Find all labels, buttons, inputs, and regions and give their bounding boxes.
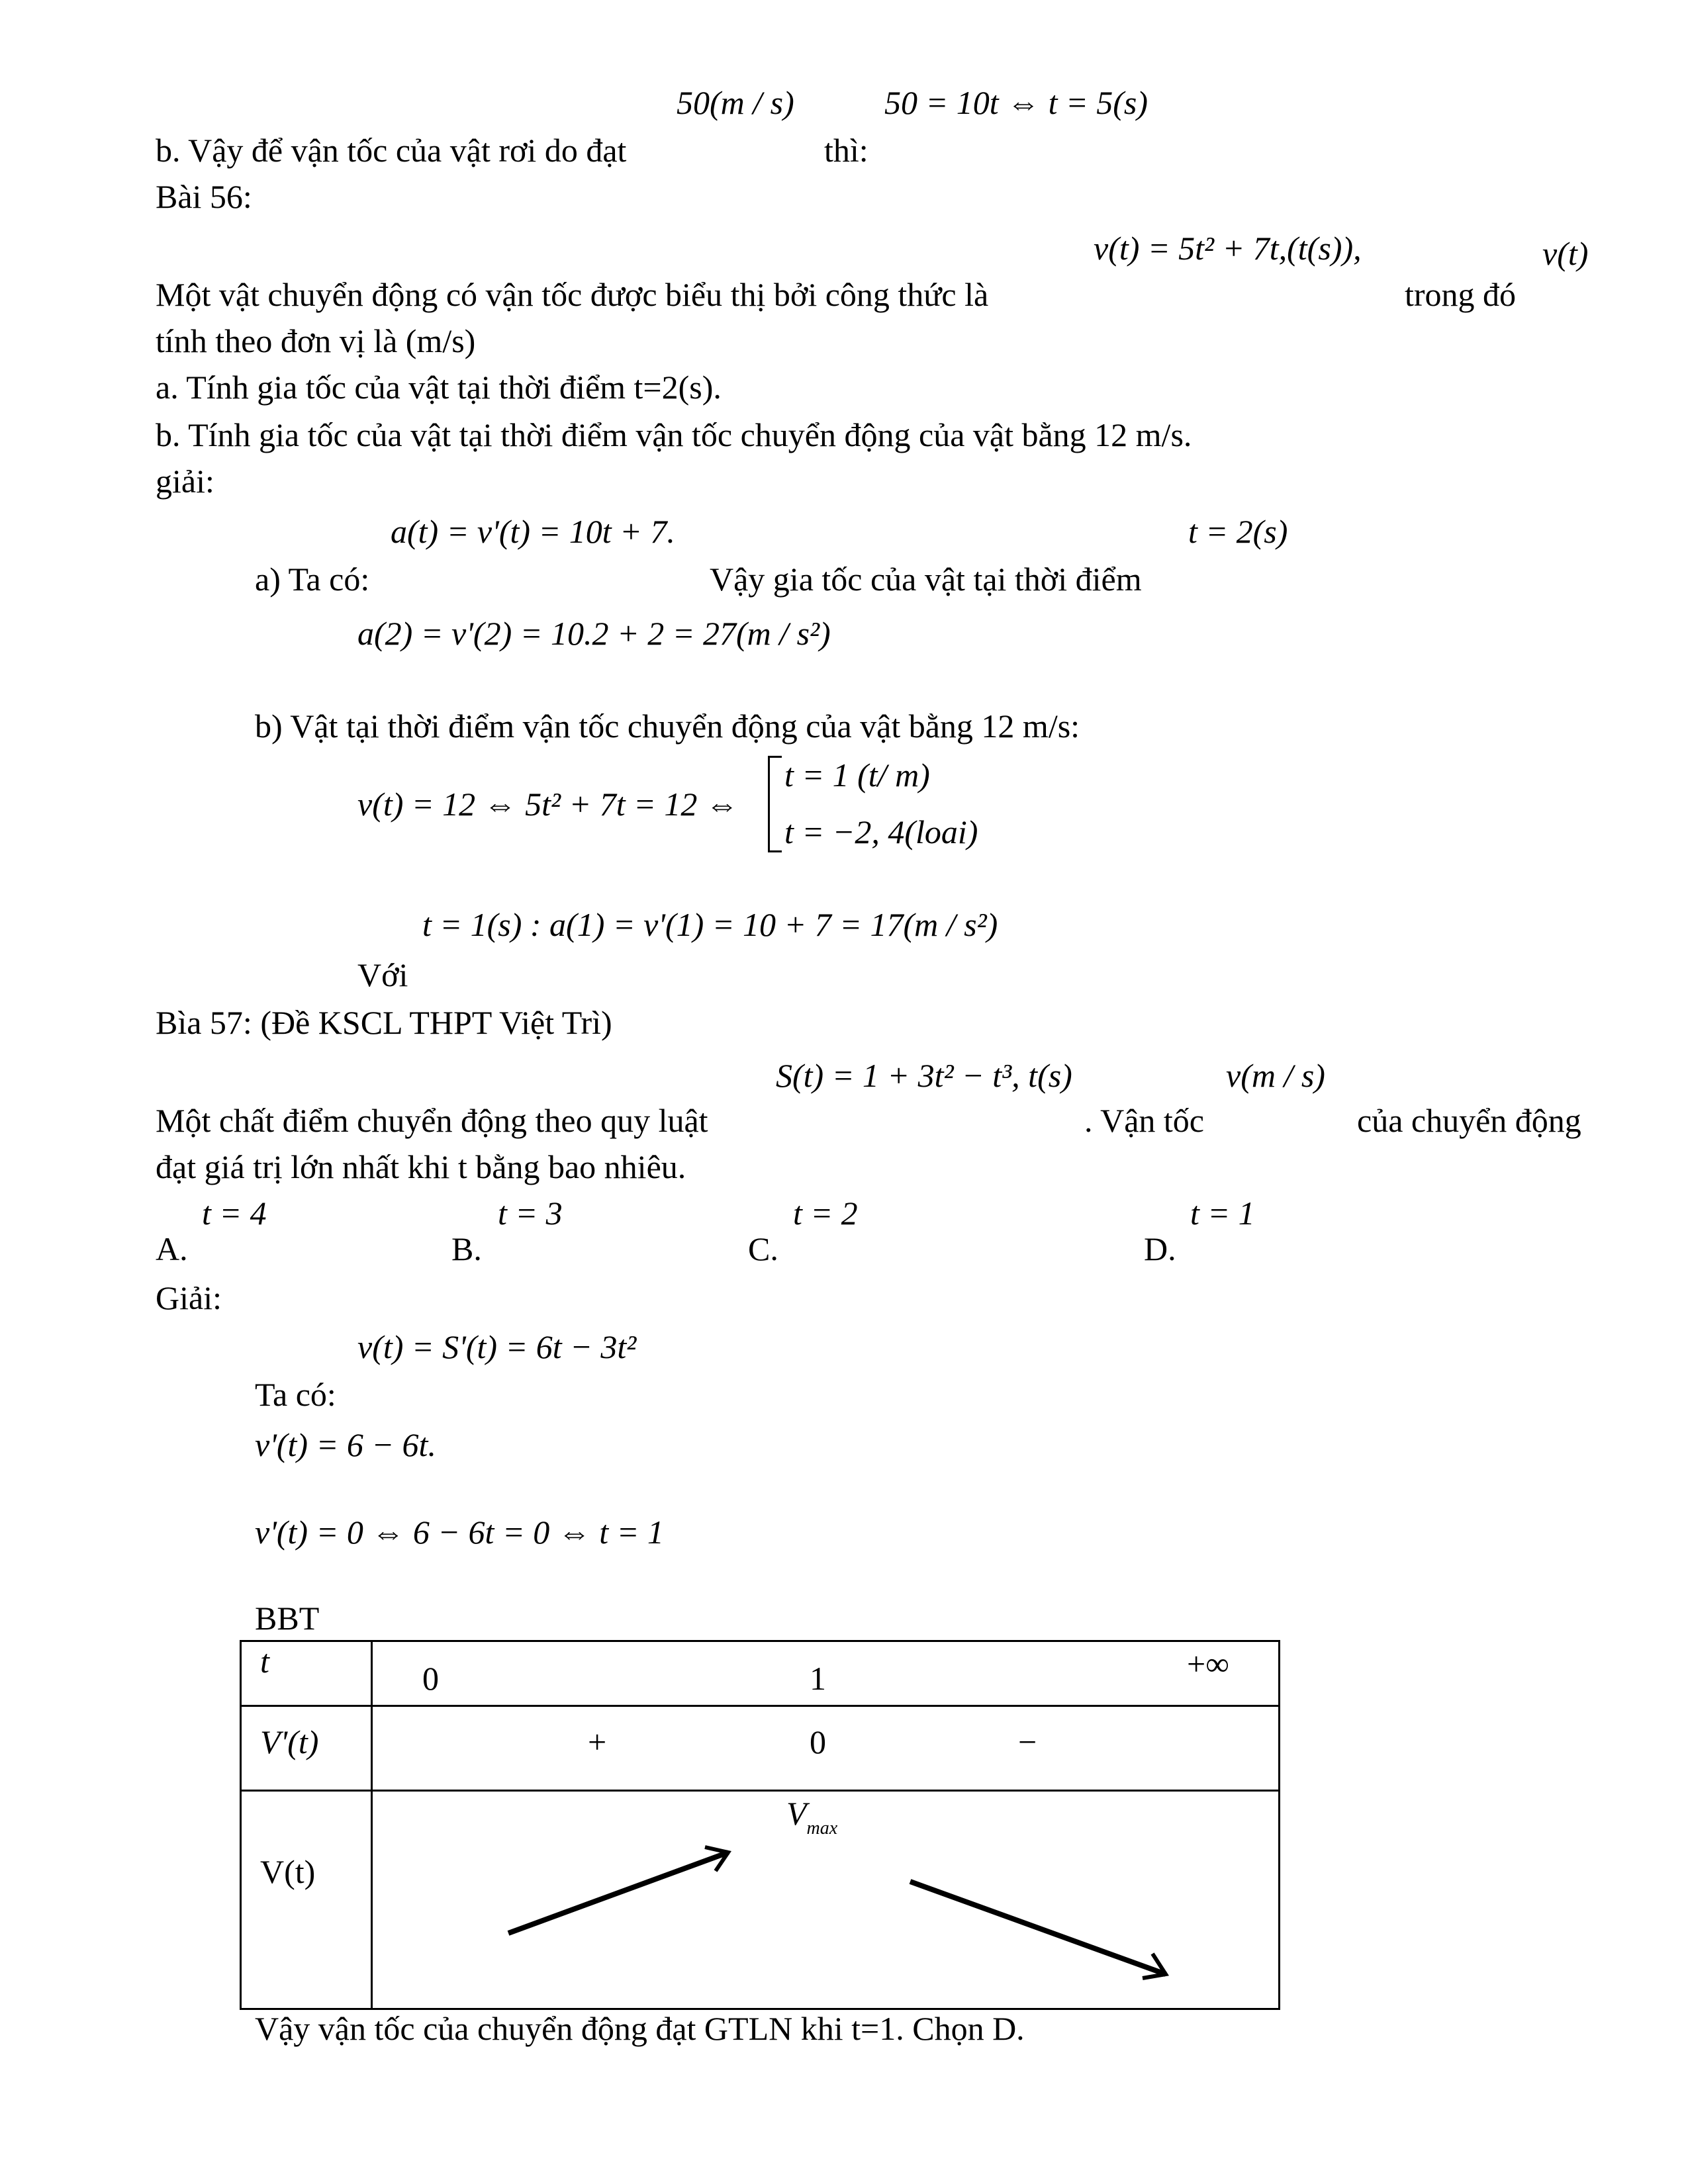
math-case-2: t = −2, 4(loai) xyxy=(784,813,978,850)
arrow-decreasing xyxy=(910,1882,1166,1974)
math-v-ms: v(m / s) xyxy=(1226,1057,1325,1094)
case-bracket xyxy=(768,756,782,852)
math-acceleration: a(t) = v'(t) = 10t + 7. xyxy=(391,513,675,550)
text-van-toc: . Vận tốc xyxy=(1084,1102,1204,1139)
text-bai56-problem-2: tính theo đơn vị là (m/s) xyxy=(156,322,476,359)
math-derivative-s: v(t) = S'(t) = 6t − 3t² xyxy=(357,1328,637,1365)
table-cell-v-variation xyxy=(372,1791,1280,2009)
text-giai-1: giải: xyxy=(156,463,214,500)
text-trong-do: trong đó xyxy=(1405,276,1517,313)
text-sol-b-label: b) Vật tại thời điểm vận tốc chuyển động của vật bằng 12 m/s: xyxy=(255,707,1080,745)
math-equation-t5: 50 = 10t ⇔ t = 5(s) xyxy=(884,84,1149,121)
text-bai57-problem-1: Một chất điểm chuyển động theo quy luật xyxy=(156,1102,708,1139)
text-bbt: BBT xyxy=(255,1600,320,1637)
text-ta-co: Ta có: xyxy=(255,1376,336,1413)
table-sign-zero: 0 xyxy=(810,1723,826,1760)
table-v-label: V(t) xyxy=(260,1853,316,1890)
table-vmax-v: V xyxy=(786,1795,807,1832)
math-vt: v(t) xyxy=(1542,235,1589,272)
text-bai57-problem-2: đạt giá trị lớn nhất khi t bằng bao nhiêu. xyxy=(156,1148,686,1185)
table-t-0: 0 xyxy=(422,1660,439,1697)
math-case-1: t = 1 (t/ m) xyxy=(784,756,930,794)
heading-bai57: Bìa 57: (Đề KSCL THPT Việt Trì) xyxy=(156,1004,612,1041)
option-b-value: t = 3 xyxy=(498,1195,563,1232)
option-d-label: D. xyxy=(1144,1230,1176,1267)
text-giai-2: Giải: xyxy=(156,1279,222,1316)
option-a-label: A. xyxy=(156,1230,188,1267)
math-v-prime-zero: v'(t) = 0 ⇔ 6 − 6t = 0 ⇔ t = 1 xyxy=(255,1514,664,1551)
table-cell-v-label xyxy=(241,1791,372,2009)
table-vmax-sub: max xyxy=(806,1818,838,1839)
math-position-law: S(t) = 1 + 3t² − t³, t(s) xyxy=(776,1057,1072,1094)
math-equation-12: v(t) = 12 ⇔ 5t² + 7t = 12 ⇔ xyxy=(357,786,739,823)
option-c-value: t = 2 xyxy=(793,1195,858,1232)
math-v-prime: v'(t) = 6 − 6t. xyxy=(255,1426,436,1463)
variation-table xyxy=(240,1640,1280,2010)
text-bai56-problem-1: Một vật chuyển động có vận tốc được biểu thị bởi công thức là xyxy=(156,276,989,313)
text-voi: Với xyxy=(357,956,408,993)
table-cell-vprime-label xyxy=(241,1706,372,1791)
text-sol-a-label: a) Ta có: xyxy=(255,561,370,598)
table-t-1: 1 xyxy=(810,1660,826,1697)
math-acceleration-result: a(2) = v'(2) = 10.2 + 2 = 27(m / s²) xyxy=(357,615,831,652)
table-t-infinity: +∞ xyxy=(1187,1645,1229,1682)
math-t2: t = 2(s) xyxy=(1188,513,1288,550)
table-sign-plus: + xyxy=(588,1723,607,1760)
math-velocity-50: 50(m / s) xyxy=(677,84,794,121)
table-t-label: t xyxy=(260,1643,269,1680)
option-b-label: B. xyxy=(451,1230,482,1267)
math-velocity-formula: v(t) = 5t² + 7t,(t(s)), xyxy=(1094,230,1362,267)
table-cell-t-label xyxy=(241,1641,372,1706)
option-a-value: t = 4 xyxy=(202,1195,267,1232)
text-cua-chuyen-dong: của chuyển động xyxy=(1357,1102,1581,1139)
text-thi: thì: xyxy=(824,132,868,169)
variation-arrows xyxy=(373,1792,1280,2010)
text-sol-a-vay: Vậy gia tốc của vật tại thời điểm xyxy=(710,561,1142,598)
heading-bai56: Bài 56: xyxy=(156,178,252,215)
table-cell-vprime-signs xyxy=(372,1706,1280,1791)
option-c-label: C. xyxy=(748,1230,778,1267)
text-line-b: b. Vậy để vận tốc của vật rơi do đạt xyxy=(156,132,627,169)
table-vprime-label: V'(t) xyxy=(260,1723,319,1760)
option-d-value: t = 1 xyxy=(1190,1195,1255,1232)
arrow-increasing xyxy=(508,1852,728,1933)
text-bai56-b: b. Tính gia tốc của vật tại thời điểm vận tốc chuyển động của vật bằng 12 m/s. xyxy=(156,416,1192,453)
math-sol-b-result: t = 1(s) : a(1) = v'(1) = 10 + 7 = 17(m / s²) xyxy=(422,906,998,943)
text-conclusion: Vậy vận tốc của chuyển động đạt GTLN khi t=1. Chọn D. xyxy=(255,2010,1025,2047)
text-bai56-a: a. Tính gia tốc của vật tại thời điểm t=2(s). xyxy=(156,369,722,406)
table-cell-t-values xyxy=(372,1641,1280,1706)
table-sign-minus: − xyxy=(1018,1723,1037,1760)
